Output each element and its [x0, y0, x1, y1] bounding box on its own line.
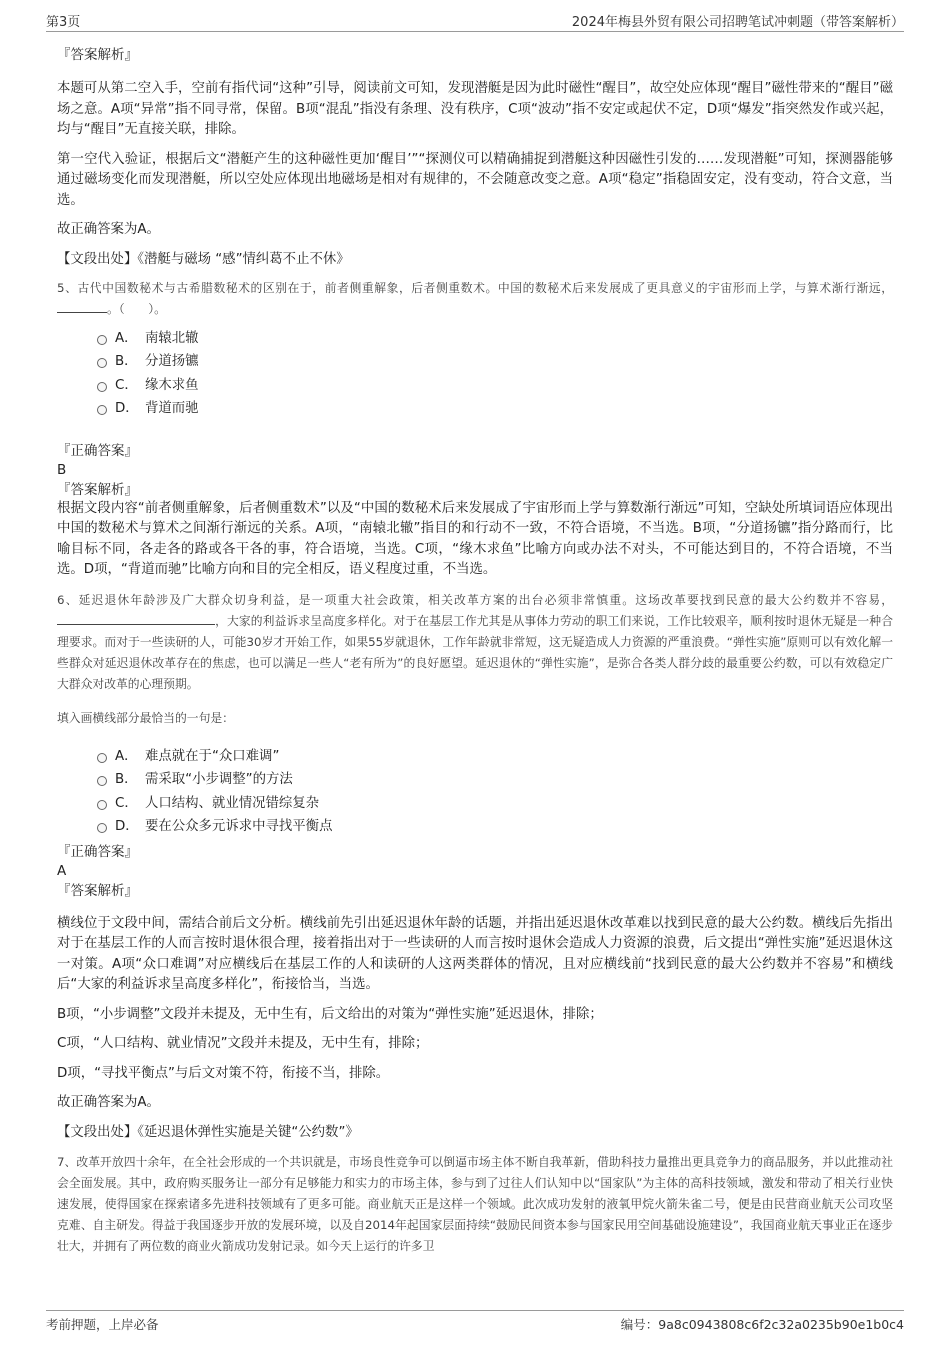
q4-analysis-p2: 第一空代入验证，根据后文“潜艇产生的这种磁性更加‘醒目’”“探测仪可以精确捕捉到潜艇这种因磁性引发的……发现潜艇”可知，探测器能够通过磁场变化而发现潜艇，所以空处应体现出地磁场是相对有规律的，不会随意改变之意。A项“稳定”指稳固安定，没有变动，符合文意，当选。 — [57, 151, 893, 208]
radio-button[interactable] — [97, 335, 107, 345]
radio-button[interactable] — [97, 358, 107, 368]
q5-analysis: 根据文段内容“前者侧重解象，后者侧重数术”以及“中国的数秘术后来发展成了宇宙形而上学与算数渐行渐远”可知，空缺处所填词语应体现出中国的数秘术与算术之间渐行渐远的关系。A项，“南辕北辙”指目的和行动不一致，不符合语境，不当选。B项，“分道扬镳”指分路而行，比喻目标不同，各走各的路或各干各的事，符合语境，当选。C项，“缘木求鱼”比喻方向或办法不对头，不可能达到目的，不符合语境，不当选。D项，“背道而驰”比喻方向和目的完全相反，语义程度过重，不当选。 — [57, 500, 893, 577]
q6-option-d[interactable] — [57, 815, 893, 839]
option-text: 难点就在于“众口难调” — [145, 748, 280, 764]
page-content — [57, 46, 893, 1257]
q5-option-a[interactable] — [57, 327, 893, 351]
q5-analysis-label: 『答案解析』 — [57, 481, 138, 498]
option-text: 分道扬镳 — [145, 354, 199, 369]
document-id: 编号：9a8c0943808c6f2c32a0235b90e1b0c4 — [620, 1317, 904, 1332]
option-key: A． — [115, 330, 138, 346]
q5-stem-text: 5、古代中国数秘术与古希腊数秘术的区别在于，前者侧重解象，后者侧重数术。中国的数秘术后来发展成了更具意义的宇宙形而上学，与算术渐行渐远， — [57, 280, 893, 295]
q6-analysis-p1: 横线位于文段中间，需结合前后文分析。横线前先引出延迟退休年龄的话题，并指出延迟退休改革难以找到民意的最大公约数。横线后先指出对于在基层工作的人而言按时退休很合理，接着指出对于一些读研的人而言按时退休会造成人力资源的浪费，后文提出“弹性实施”延迟退休这一对策。A项“众口难调”对应横线后在基层工作的人和读研的人这两类群体的情况，且对应横线前“找到民意的最大公约数并不容易”和横线后“大家的利益诉求呈高度多样化”，衔接恰当，当选。 — [57, 915, 893, 992]
footer-slogan: 考前押题，上岸必备 — [46, 1317, 159, 1332]
option-text: 南辕北辙 — [145, 330, 199, 346]
option-key: B． — [115, 772, 138, 787]
q7-stem: 7、改革开放四十余年，在全社会形成的一个共识就是，市场良性竞争可以倒逼市场主体不断自我革新，借助科技力量推出更具竞争力的商品服务，并以此推动社会全面发展。其中，政府购买服务让一部分有足够能力和实力的市场主体，参与到了过往人们认知中以“国家队”为主体的高科技领域，激发和带动了相关行业快速发展，使得国家在探索诸多先进科技领域有了更多可能。商业航天正是这样一个领域。此次成功发射的液氧甲烷火箭朱雀二号，便是由民营商业航天公司攻坚克难、自主研发。得益于我国逐步开放的发展环境，以及自2014年起国家层面持续“鼓励民间资本参与国家民用空间基础设施建设”，我国商业航天事业正在逐步壮大，并拥有了两位数的商业火箭成功发射记录。如今天上运行的许多卫 — [57, 1154, 893, 1253]
option-text: 要在公众多元诉求中寻找平衡点 — [145, 819, 333, 834]
q6-blank — [57, 612, 215, 625]
q6-options — [57, 745, 893, 839]
option-text: 缘木求鱼 — [145, 377, 199, 393]
q6-answer: A — [57, 862, 67, 879]
q4-conclusion: 故正确答案为A。 — [57, 222, 160, 237]
option-key: D． — [115, 819, 139, 834]
q6-analysis-p4: D项，“寻找平衡点”与后文对策不符，衔接不当，排除。 — [57, 1065, 390, 1081]
radio-button[interactable] — [97, 800, 107, 810]
radio-button[interactable] — [97, 823, 107, 833]
q4-analysis-label: 『答案解析』 — [57, 47, 138, 63]
option-text: 需采取“小步调整”的方法 — [145, 772, 293, 787]
q4-source: 【文段出处】《潜艇与磁场 “感”情纠葛不止不休》 — [57, 251, 350, 267]
option-text: 背道而驰 — [145, 401, 199, 416]
option-key: C． — [115, 795, 138, 811]
footer-divider — [46, 1310, 904, 1311]
q5-blank — [57, 300, 107, 313]
q6-option-b[interactable] — [57, 768, 893, 792]
q5-option-d[interactable] — [57, 397, 893, 421]
q6-option-c[interactable] — [57, 792, 893, 816]
option-key: A． — [115, 748, 138, 764]
q5-option-b[interactable] — [57, 350, 893, 374]
q6-stem-text: 6、延迟退休年龄涉及广大群众切身利益，是一项重大社会政策，相关改革方案的出台必须非常慎重。这场改革要找到民意的最大公约数并不容易， — [57, 592, 893, 607]
q6-analysis-label: 『答案解析』 — [57, 882, 138, 899]
option-text: 人口结构、就业情况错综复杂 — [145, 795, 320, 811]
q6-analysis-p3: C项，“人口结构、就业情况”文段并未提及，无中生有，排除； — [57, 1036, 429, 1051]
q6-correct-label: 『正确答案』 — [57, 843, 138, 860]
q5-answer: B — [57, 461, 67, 478]
option-key: B． — [115, 354, 138, 369]
header-divider — [46, 31, 904, 32]
q6-source: 【文段出处】《延迟退休弹性实施是关键“公约数”》 — [57, 1124, 359, 1140]
option-key: C． — [115, 377, 138, 393]
radio-button[interactable] — [97, 753, 107, 763]
q6-stem-rest: ，大家的利益诉求呈高度多样化。对于在基层工作尤其是从事体力劳动的职工们来说，工作比较艰辛，顺利按时退休无疑是一种合理要求。而对于一些读研的人，可能30岁才开始工作，如果55岁就退休，工作年龄就非常短，这无疑造成人力资源的严重浪费。“弹性实施”原则可以有效化解一些群众对延迟退休改革存在的焦虑，也可以满足一些人“老有所为”的良好愿望。延迟退休的“弹性实施”，是弥合各类人群分歧的最重要公约数，可以有效稳定广大群众对改革的心理预期。 — [57, 613, 893, 691]
q5-stem — [57, 278, 893, 320]
radio-button[interactable] — [97, 405, 107, 415]
radio-button[interactable] — [97, 776, 107, 786]
q6-conclusion: 故正确答案为A。 — [57, 1095, 160, 1110]
q6-stem — [57, 590, 893, 695]
option-key: D． — [115, 401, 139, 416]
q6-prompt: 填入画横线部分最恰当的一句是： — [57, 710, 234, 725]
page-number: 第3页 — [46, 15, 81, 30]
document-title: 2024年梅县外贸有限公司招聘笔试冲刺题（带答案解析） — [571, 15, 904, 30]
q6-analysis-p2: B项，“小步调整”文段并未提及，无中生有，后文给出的对策为“弹性实施”延迟退休，排除； — [57, 1006, 603, 1022]
q5-option-c[interactable] — [57, 374, 893, 398]
radio-button[interactable] — [97, 382, 107, 392]
q5-stem-end: 。（ ）。 — [107, 301, 166, 316]
q4-analysis-p1: 本题可从第二空入手，空前有指代词“这种”引导，阅读前文可知，发现潜艇是因为此时磁性“醒目”，故空处应体现“醒目”磁性带来的“醒目”磁场之意。A项“异常”指不同寻常，保留。B项“混乱”指没有条理、没有秩序，C项“波动”指不安定或起伏不定，D项“爆发”指突然发作或兴起，均与“醒目”无直接关联，排除。 — [57, 81, 893, 137]
q6-option-a[interactable] — [57, 745, 893, 769]
q5-options — [57, 327, 893, 421]
q5-correct-label: 『正确答案』 — [57, 442, 138, 459]
